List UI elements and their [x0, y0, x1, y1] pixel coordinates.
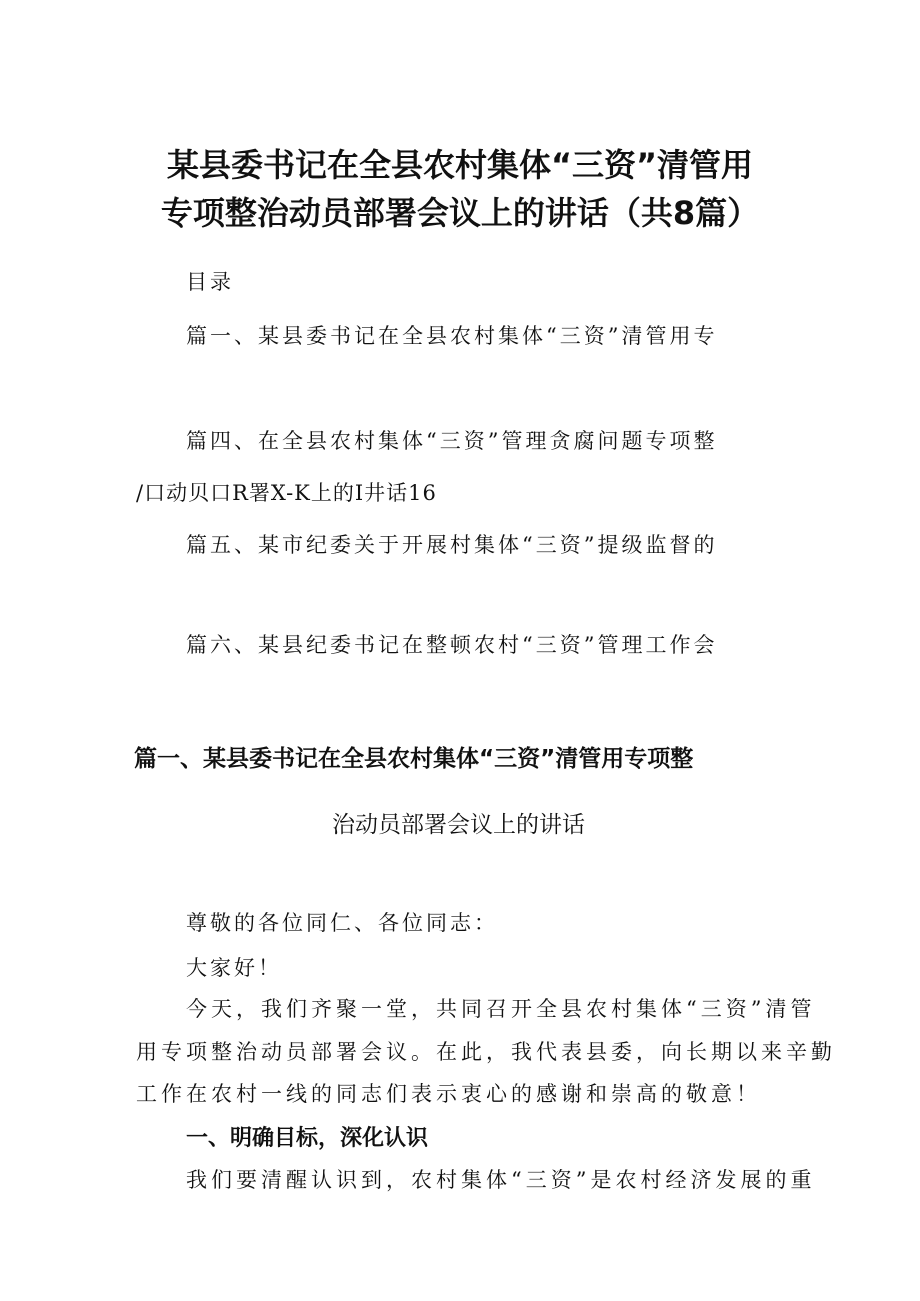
toc-item-4-continuation: /口动贝口R署X-K上的I井话16 [136, 481, 437, 505]
greeting: 大家好！ [186, 956, 282, 980]
toc-item-1: 篇一、某县委书记在全县农村集体“三资”清管用专 [186, 324, 718, 348]
paragraph-2-line-1: 我们要清醒认识到，农村集体“三资”是农村经济发展的重 [186, 1168, 816, 1192]
paragraph-1-line-3: 工作在农村一线的同志们表示衷心的感谢和崇高的敬意！ [136, 1082, 761, 1106]
document-title-line-2: 专项整治动员部署会议上的讲话（共8篇） [160, 194, 760, 232]
section-title-line-2: 治动员部署会议上的讲话 [332, 812, 585, 838]
section-title-line-1: 篇一、某县委书记在全县农村集体“三资”清管用专项整 [134, 746, 694, 772]
toc-item-4: 篇四、在全县农村集体“三资”管理贪腐问题专项整 [186, 429, 718, 453]
document-title-line-1: 某县委书记在全县农村集体“三资”清管用 [166, 146, 754, 184]
toc-label: 目录 [186, 270, 234, 294]
toc-item-6: 篇六、某县纪委书记在整顿农村“三资”管理工作会 [186, 633, 718, 657]
paragraph-1-line-2: 用专项整治动员部署会议。在此，我代表县委，向长期以来辛勤 [136, 1040, 836, 1064]
paragraph-1-line-1: 今天，我们齐聚一堂，共同召开全县农村集体“三资”清管 [186, 997, 816, 1021]
heading-1: 一、明确目标，深化认识 [186, 1126, 429, 1151]
toc-item-5: 篇五、某市纪委关于开展村集体“三资”提级监督的 [186, 533, 718, 557]
salutation: 尊敬的各位同仁、各位同志： [186, 911, 498, 935]
